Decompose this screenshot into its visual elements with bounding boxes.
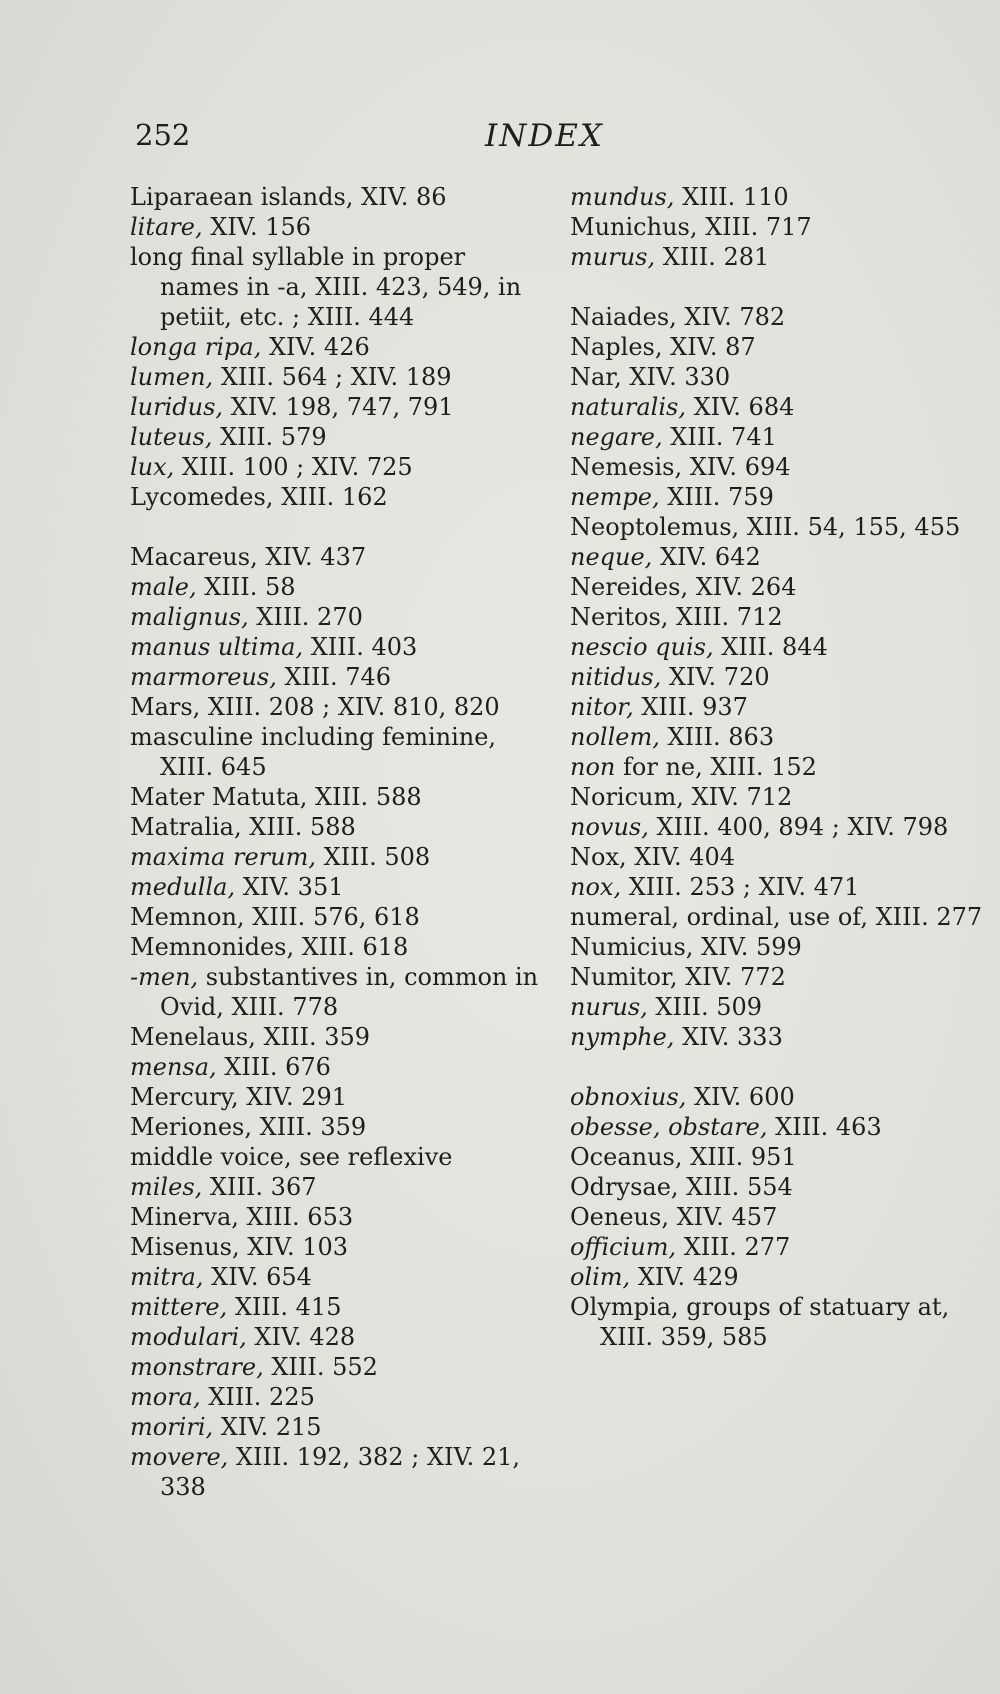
index-entry: [570, 632, 990, 662]
index-entry: [130, 1022, 550, 1052]
index-entry: [570, 902, 990, 932]
index-entry: [130, 1142, 550, 1172]
index-entry: [130, 1442, 550, 1502]
entry-references: Neoptolemus, XIII. 54, 155, 455: [570, 513, 961, 541]
index-entry: [570, 962, 990, 992]
index-entry: [570, 1022, 990, 1052]
entry-references: Odrysae, XIII. 554: [570, 1173, 793, 1201]
index-entry: [570, 482, 990, 512]
index-entry: [570, 512, 990, 542]
entry-references: substantives in, common in Ovid, XIII. 778: [160, 963, 539, 1021]
entry-references: XIII. 100 ; XIV. 725: [174, 453, 413, 481]
entry-references: XIII. 564 ; XIV. 189: [213, 363, 452, 391]
entry-references: Lycomedes, XIII. 162: [130, 483, 388, 511]
entry-references: XIII. 463: [767, 1113, 882, 1141]
index-entry: [570, 752, 990, 782]
index-column-right: [570, 182, 990, 1352]
index-entry: [130, 1202, 550, 1232]
index-entry: [570, 182, 990, 212]
index-entry: [570, 452, 990, 482]
entry-term: nescio quis,: [570, 633, 714, 661]
entry-references: XIV. 684: [685, 393, 795, 421]
entry-references: Memnon, XIII. 576, 618: [130, 903, 420, 931]
entry-references: XIII. 937: [633, 693, 748, 721]
index-entry: [130, 722, 550, 782]
entry-term: miles,: [130, 1173, 203, 1201]
index-entry: [130, 422, 550, 452]
index-entry: [130, 902, 550, 932]
index-entry: [570, 302, 990, 332]
index-entry: [570, 242, 990, 272]
index-entry: [130, 1112, 550, 1142]
index-entry: [570, 1202, 990, 1232]
entry-term: lux,: [130, 453, 175, 481]
section-gap: [570, 1052, 990, 1082]
index-entry: [130, 962, 550, 1022]
entry-term: mundus,: [570, 183, 675, 211]
index-entry: [130, 662, 550, 692]
entry-term: luteus,: [130, 423, 213, 451]
entry-references: XIII. 367: [202, 1173, 317, 1201]
entry-references: Numicius, XIV. 599: [570, 933, 802, 961]
index-entry: [130, 482, 550, 512]
entry-term: lumen,: [130, 363, 214, 391]
entry-term: mittere,: [130, 1293, 228, 1321]
entry-references: masculine including feminine, XIII. 645: [130, 723, 497, 781]
entry-references: XIV. 720: [661, 663, 770, 691]
entry-references: XIII. 270: [248, 603, 363, 631]
entry-references: Noricum, XIV. 712: [570, 783, 793, 811]
entry-references: Memnonides, XIII. 618: [130, 933, 409, 961]
entry-references: XIII. 759: [659, 483, 774, 511]
entry-references: XIII. 400, 894 ; XIV. 798: [648, 813, 949, 841]
entry-references: Mater Matuta, XIII. 588: [130, 783, 422, 811]
entry-references: XIII. 579: [212, 423, 327, 451]
entry-term: manus ultima,: [130, 633, 304, 661]
entry-term: luridus,: [130, 393, 224, 421]
entry-references: Nereides, XIV. 264: [570, 573, 797, 601]
index-entry: [130, 692, 550, 722]
index-entry: [570, 602, 990, 632]
entry-term: nurus,: [570, 993, 648, 1021]
entry-references: Naples, XIV. 87: [570, 333, 756, 361]
index-entry: [130, 392, 550, 422]
entry-references: XIV. 654: [203, 1263, 312, 1291]
entry-references: XIV. 429: [630, 1263, 739, 1291]
entry-term: nymphe,: [570, 1023, 675, 1051]
page-number: 252: [135, 118, 191, 152]
entry-references: Matralia, XIII. 588: [130, 813, 356, 841]
entry-references: XIII. 58: [196, 573, 296, 601]
index-column-left: [130, 182, 550, 1502]
index-entry: [130, 1352, 550, 1382]
index-entry: [570, 1112, 990, 1142]
index-entry: [130, 632, 550, 662]
entry-term: modulari,: [130, 1323, 247, 1351]
entry-references: Mercury, XIV. 291: [130, 1083, 348, 1111]
entry-term: novus,: [570, 813, 649, 841]
entry-references: middle voice, see reflexive: [130, 1143, 453, 1171]
index-entry: [130, 1412, 550, 1442]
entry-references: XIII. 281: [655, 243, 770, 271]
entry-term: officium,: [570, 1233, 677, 1261]
entry-references: XIII. 253 ; XIV. 471: [621, 873, 860, 901]
index-entry: [130, 242, 550, 332]
index-entry: [130, 212, 550, 242]
section-gap: [130, 512, 550, 542]
entry-term: maxima rerum,: [130, 843, 316, 871]
section-gap: [570, 272, 990, 302]
entry-term: negare,: [570, 423, 663, 451]
index-entry: [130, 602, 550, 632]
entry-references: XIII. 844: [713, 633, 828, 661]
index-entry: [570, 392, 990, 422]
entry-term: neque,: [570, 543, 653, 571]
index-entry: [130, 842, 550, 872]
entry-references: Liparaean islands, XIV. 86: [130, 183, 447, 211]
index-entry: [570, 992, 990, 1022]
entry-term: mora,: [130, 1383, 201, 1411]
entry-term: marmoreus,: [130, 663, 277, 691]
index-entry: [570, 362, 990, 392]
entry-references: Nar, XIV. 330: [570, 363, 731, 391]
index-entry: [570, 1232, 990, 1262]
index-entry: [570, 212, 990, 242]
entry-references: Meriones, XIII. 359: [130, 1113, 367, 1141]
index-entry: [570, 422, 990, 452]
entry-term: monstrare,: [130, 1353, 264, 1381]
index-entry: [130, 542, 550, 572]
entry-references: XIII. 192, 382 ; XIV. 21, 338: [160, 1443, 521, 1501]
entry-references: XIV. 156: [202, 213, 312, 241]
index-entry: [570, 332, 990, 362]
index-entry: [130, 1382, 550, 1412]
entry-references: numeral, ordinal, use of, XIII. 277: [570, 903, 983, 931]
index-entry: [130, 1262, 550, 1292]
entry-term: olim,: [570, 1263, 631, 1291]
entry-references: XIV. 642: [652, 543, 761, 571]
entry-references: Misenus, XIV. 103: [130, 1233, 349, 1261]
index-entry: [130, 1322, 550, 1352]
index-entry: [570, 782, 990, 812]
index-entry: [130, 1172, 550, 1202]
entry-references: for ne, XIII. 152: [615, 753, 817, 781]
entry-references: Neritos, XIII. 712: [570, 603, 783, 631]
entry-references: XIV. 215: [213, 1413, 322, 1441]
entry-references: XIV. 351: [235, 873, 344, 901]
entry-references: XIII. 277: [676, 1233, 791, 1261]
page-header: [135, 118, 955, 162]
index-entry: [130, 872, 550, 902]
entry-references: XIV. 333: [674, 1023, 783, 1051]
entry-references: XIII. 508: [315, 843, 431, 871]
index-entry: [570, 1082, 990, 1112]
index-entry: [130, 362, 550, 392]
entry-term: male,: [130, 573, 197, 601]
entry-term: longa ripa,: [130, 333, 262, 361]
index-entry: [570, 872, 990, 902]
entry-term: nitidus,: [570, 663, 662, 691]
index-entry: [130, 932, 550, 962]
entry-term: nollem,: [570, 723, 660, 751]
entry-references: Oeneus, XIV. 457: [570, 1203, 778, 1231]
entry-term: -men,: [130, 963, 199, 991]
index-entry: [130, 782, 550, 812]
entry-references: XIV. 198, 747, 791: [223, 393, 454, 421]
entry-term: malignus,: [130, 603, 249, 631]
entry-references: XIII. 509: [647, 993, 763, 1021]
index-entry: [130, 1292, 550, 1322]
entry-term: naturalis,: [570, 393, 686, 421]
index-entry: [130, 1082, 550, 1112]
index-entry: [570, 722, 990, 752]
running-head: INDEX: [485, 118, 604, 154]
entry-term: nitor,: [570, 693, 634, 721]
entry-references: Minerva, XIII. 653: [130, 1203, 354, 1231]
entry-references: XIII. 676: [216, 1053, 331, 1081]
index-entry: [130, 572, 550, 602]
index-entry: [130, 452, 550, 482]
entry-term: murus,: [570, 243, 656, 271]
entry-references: Macareus, XIV. 437: [130, 543, 367, 571]
entry-references: Mars, XIII. 208 ; XIV. 810, 820: [130, 693, 500, 721]
index-entry: [130, 1052, 550, 1082]
index-entry: [130, 182, 550, 212]
entry-references: XIV. 426: [261, 333, 370, 361]
entry-term: non: [570, 753, 616, 781]
entry-term: obesse, obstare,: [570, 1113, 768, 1141]
index-entry: [130, 332, 550, 362]
entry-references: long final syllable in proper names in -a, XIII. 423, 549, in petiit, etc. ; XIII. 444: [130, 243, 522, 331]
index-entry: [570, 692, 990, 722]
entry-references: Munichus, XIII. 717: [570, 213, 812, 241]
entry-term: movere,: [130, 1443, 229, 1471]
entry-references: XIII. 403: [303, 633, 418, 661]
index-entry: [570, 1292, 990, 1352]
entry-references: XIII. 746: [276, 663, 392, 691]
entry-references: Nemesis, XIV. 694: [570, 453, 791, 481]
index-entry: [570, 812, 990, 842]
entry-references: XIII. 863: [659, 723, 775, 751]
entry-references: XIII. 415: [227, 1293, 342, 1321]
index-entry: [570, 932, 990, 962]
index-entry: [570, 542, 990, 572]
index-entry: [570, 572, 990, 602]
entry-term: medulla,: [130, 873, 236, 901]
index-entry: [570, 662, 990, 692]
entry-references: XIV. 600: [686, 1083, 795, 1111]
entry-references: XIV. 428: [246, 1323, 356, 1351]
entry-term: moriri,: [130, 1413, 214, 1441]
entry-term: litare,: [130, 213, 203, 241]
entry-references: XIII. 110: [674, 183, 789, 211]
entry-term: mensa,: [130, 1053, 217, 1081]
entry-term: nox,: [570, 873, 622, 901]
entry-references: Olympia, groups of statuary at, XIII. 359, 585: [570, 1293, 950, 1351]
entry-references: XIII. 741: [662, 423, 777, 451]
index-entry: [130, 812, 550, 842]
entry-term: obnoxius,: [570, 1083, 687, 1111]
entry-references: XIII. 225: [200, 1383, 315, 1411]
entry-term: mitra,: [130, 1263, 204, 1291]
entry-references: Numitor, XIV. 772: [570, 963, 786, 991]
index-entry: [570, 1172, 990, 1202]
index-entry: [570, 1262, 990, 1292]
index-entry: [130, 1232, 550, 1262]
entry-term: nempe,: [570, 483, 660, 511]
entry-references: Menelaus, XIII. 359: [130, 1023, 371, 1051]
index-entry: [570, 1142, 990, 1172]
entry-references: Naiades, XIV. 782: [570, 303, 786, 331]
entry-references: Oceanus, XIII. 951: [570, 1143, 797, 1171]
entry-references: XIII. 552: [263, 1353, 378, 1381]
index-entry: [570, 842, 990, 872]
entry-references: Nox, XIV. 404: [570, 843, 736, 871]
